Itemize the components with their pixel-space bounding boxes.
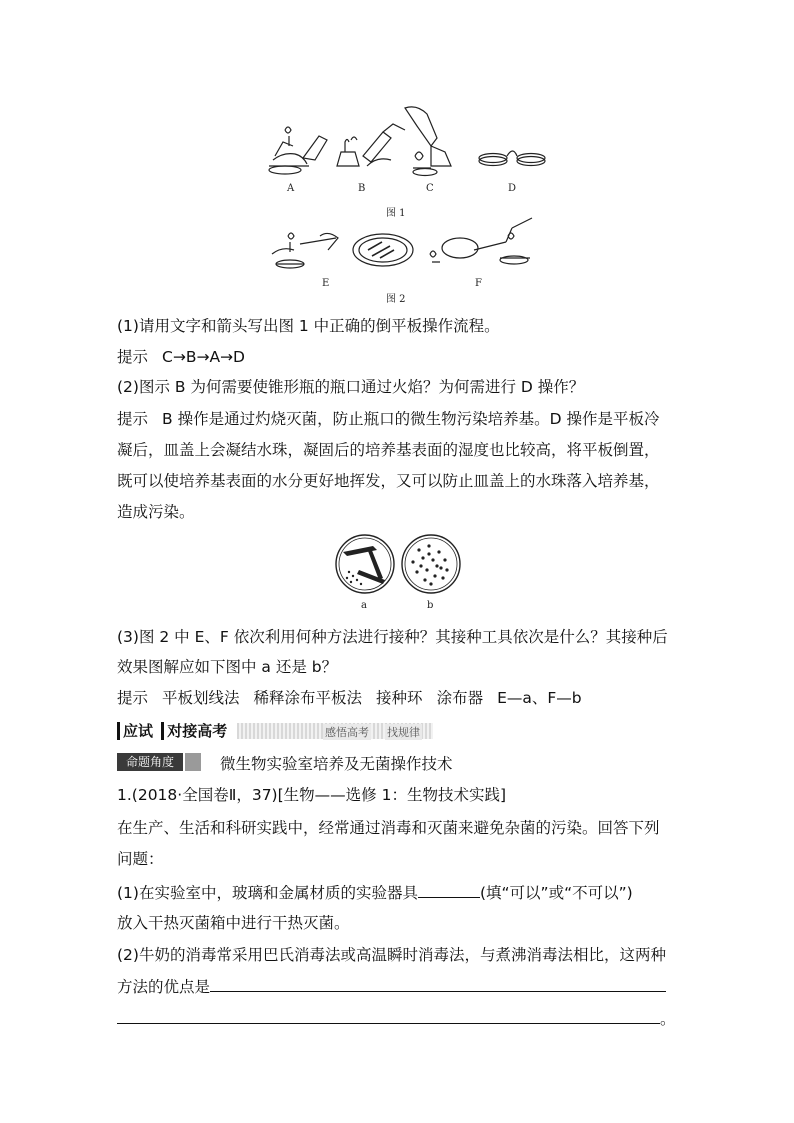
figure-3-plates [333, 532, 463, 598]
angle-tag-label: 命题角度 [117, 753, 183, 771]
problem-1-source: 1.(2018·全国卷Ⅱ，37)[生物——选修 1：生物技术实践] [117, 786, 506, 804]
section-title-part-1: 应试 [117, 722, 153, 740]
strip-text-2: 找规律 [387, 726, 420, 739]
problem-1-sub-1 [117, 882, 633, 903]
figure-1-label-c: C [426, 183, 434, 194]
plate-b [402, 535, 460, 593]
angle-title: 微生物实验室培养及无菌操作技术 [220, 755, 453, 773]
angle-tag-block [185, 753, 201, 771]
tip-label: 提示 [117, 348, 149, 366]
problem-1-sub-2-line-3 [117, 1008, 676, 1029]
strip-text-1: 感悟高考 [325, 726, 369, 739]
tip-label: 提示 [117, 689, 149, 707]
problem-1-intro-line-1: 在生产、生活和科研实践中，经常通过消毒和灭菌来避免杂菌的污染。回答下列 [117, 819, 660, 837]
question-1-tip [117, 347, 245, 367]
question-2-text: (2)图示 B 为何需要使锥形瓶的瓶口通过火焰？为何需进行 D 操作？ [117, 378, 585, 396]
tip-label: 提示 [117, 410, 149, 428]
figure-2-panel-e [272, 233, 338, 268]
figure-2-caption: 图 2 [386, 294, 406, 305]
tip-answer: C→B→A→D [162, 348, 245, 366]
angle-tag [117, 753, 201, 771]
question-1-text: (1)请用文字和箭头写出图 1 中正确的倒平板操作流程。 [117, 317, 500, 335]
sub-1-suffix: (填“可以”或“不可以”) [479, 884, 633, 902]
figure-1-panel-a [269, 127, 327, 174]
figure-2-illustration [260, 214, 550, 278]
question-3-tip [117, 688, 582, 708]
figure-1-illustration [255, 100, 555, 192]
problem-1-sub-2-line-1: (2)牛奶的消毒常采用巴氏消毒法或高温瞬时消毒法，与煮沸消毒法相比，这两种 [117, 946, 666, 964]
section-header-title [117, 720, 227, 742]
figure-1-panel-b [337, 124, 405, 166]
problem-1-intro-line-2: 问题： [117, 850, 164, 868]
sub-1-prefix: (1)在实验室中，玻璃和金属材质的实验器具 [117, 884, 418, 902]
figure-1-panel-c [405, 107, 451, 176]
question-2-tip-line-4: 造成污染。 [117, 503, 195, 521]
figure-3-label-b: b [427, 600, 434, 611]
tip-item-2: 稀释涂布平板法 [253, 689, 363, 707]
question-2-tip-line-2: 凝后，皿盖上会凝结水珠，凝固后的培养基表面的湿度也比较高，将平板倒置， [117, 441, 660, 459]
sub-2-prefix: 方法的优点是 [117, 978, 211, 996]
tip-item-3: 接种环 [376, 689, 423, 707]
figure-1-caption: 图 1 [386, 208, 406, 219]
section-header [117, 720, 433, 742]
answer-blank-3[interactable] [117, 1008, 660, 1024]
figure-2-label-e: E [322, 278, 330, 289]
answer-blank-2[interactable] [210, 976, 666, 992]
section-title-part-2: 对接高考 [161, 722, 227, 740]
figure-3-label-a: a [361, 600, 367, 611]
problem-1-sub-2-line-2 [117, 976, 666, 997]
tip-item-1: 平板划线法 [162, 689, 240, 707]
tip-item-4: 涂布器 [436, 689, 484, 707]
question-2-tip-line-3: 既可以使培养基表面的水分更好地挥发，又可以防止皿盖上的水珠落入培养基， [117, 472, 660, 490]
tip-answer: B 操作是通过灼烧灭菌，防止瓶口的微生物污染培养基。D 操作是平板冷 [162, 410, 660, 428]
figure-1-label-b: B [358, 183, 366, 194]
answer-blank-1[interactable] [418, 882, 480, 898]
question-2-tip-line-1 [117, 409, 659, 429]
figure-1-label-d: D [508, 183, 517, 194]
problem-1-sub-1-line-2: 放入干热灭菌箱中进行干热灭菌。 [117, 914, 350, 932]
figure-2-plate-center [353, 234, 413, 266]
plate-a [336, 535, 394, 593]
question-3-text-line-1: (3)图 2 中 E、F 依次利用何种方法进行接种？其接种工具依次是什么？其接种后 [117, 628, 668, 646]
figure-1-panel-d [479, 151, 545, 166]
figure-2-label-f: F [475, 278, 482, 289]
tip-item-5: E—a、F—b [497, 689, 582, 707]
section-header-strip [237, 723, 433, 739]
figure-1-label-a: A [287, 183, 295, 194]
end-mark: 。 [660, 1010, 676, 1028]
question-3-text-line-2: 效果图解应如下图中 a 还是 b？ [117, 658, 338, 676]
figure-2-panel-f [430, 218, 532, 264]
